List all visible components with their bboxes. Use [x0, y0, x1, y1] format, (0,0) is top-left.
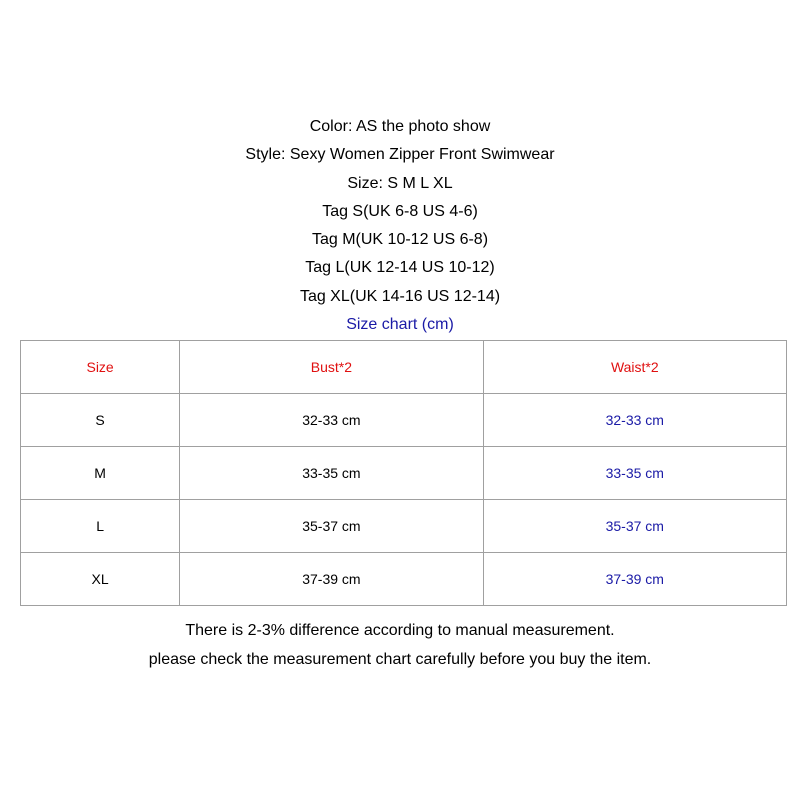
tag-s-line: Tag S(UK 6-8 US 4-6): [322, 202, 478, 220]
size-cell: M: [21, 447, 180, 500]
size-cell: L: [21, 500, 180, 553]
table-header-row: [21, 341, 787, 394]
waist-cell: 35-37 cm: [483, 500, 786, 553]
bust-cell: 32-33 cm: [180, 394, 483, 447]
bust-cell: 35-37 cm: [180, 500, 483, 553]
table-row: [21, 447, 787, 500]
size-chart-table: [20, 340, 787, 606]
header-size: Size: [21, 341, 180, 394]
size-cell: XL: [21, 553, 180, 606]
bust-cell: 37-39 cm: [180, 553, 483, 606]
table-row: [21, 394, 787, 447]
product-info: [0, 113, 800, 339]
tag-xl-line: Tag XL(UK 14-16 US 12-14): [299, 287, 501, 305]
waist-cell: 33-35 cm: [483, 447, 786, 500]
table-row: [21, 553, 787, 606]
color-line: Color: AS the photo show: [309, 118, 491, 135]
header-bust: Bust*2: [180, 341, 483, 394]
waist-cell: 32-33 cm: [483, 394, 786, 447]
size-line: Size: S M L XL: [347, 174, 453, 192]
size-chart-title: Size chart (cm): [346, 316, 454, 334]
table-row: [21, 500, 787, 553]
difference-note: There is 2-3% difference according to manual measurement.: [185, 622, 615, 639]
size-cell: S: [21, 394, 180, 447]
check-chart-note: please check the measurement chart carefully before you buy the item.: [148, 651, 652, 668]
header-waist: Waist*2: [483, 341, 786, 394]
bust-cell: 33-35 cm: [180, 447, 483, 500]
tag-l-line: Tag L(UK 12-14 US 10-12): [305, 259, 495, 277]
waist-cell: 37-39 cm: [483, 553, 786, 606]
measurement-notes: [0, 616, 800, 674]
tag-m-line: Tag M(UK 10-12 US 6-8): [311, 231, 489, 249]
style-line: Style: Sexy Women Zipper Front Swimwear: [245, 146, 555, 164]
